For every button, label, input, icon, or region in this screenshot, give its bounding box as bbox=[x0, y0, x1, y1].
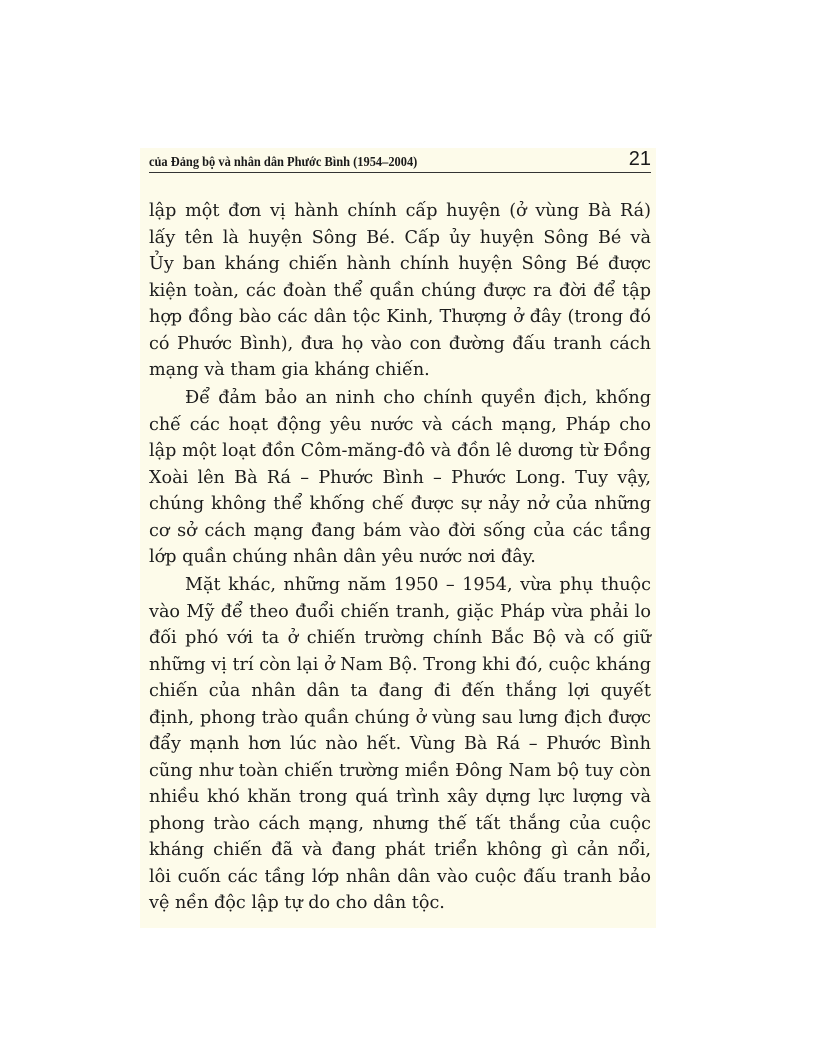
text-line: phong trào cách mạng, nhưng thế tất thắng của cuộc bbox=[149, 813, 651, 834]
text-line: kháng chiến đã và đang phát triển không gì cản nổi, bbox=[149, 840, 651, 860]
running-title: của Đảng bộ và nhân dân Phước Bình (1954–2004) bbox=[149, 154, 418, 169]
text-line: cũng như toàn chiến trường miền Đông Nam bộ tuy còn bbox=[149, 760, 651, 781]
text-line: có Phước Bình), đưa họ vào con đường đấu tranh cách bbox=[149, 333, 651, 354]
body-text bbox=[149, 198, 651, 918]
page-number: 21 bbox=[628, 148, 651, 170]
text-line: chế các hoạt động yêu nước và cách mạng, Pháp cho bbox=[149, 414, 651, 435]
text-line: Để đảm bảo an ninh cho chính quyền địch, khống bbox=[185, 388, 651, 408]
text-line: đối phó với ta ở chiến trường chính Bắc Bộ và cố giữ bbox=[149, 628, 651, 648]
text-line: Xoài lên Bà Rá – Phước Bình – Phước Long. Tuy vậy, bbox=[149, 467, 651, 488]
text-line: chúng không thể khống chế được sự nảy nở của những bbox=[149, 494, 651, 514]
page-header bbox=[149, 148, 651, 173]
text-line: những vị trí còn lại ở Nam Bộ. Trong khi đó, cuộc kháng bbox=[149, 654, 651, 675]
text-line: lập một loạt đồn Côm-măng-đô và đồn lê dương từ Đồng bbox=[149, 441, 651, 461]
text-line: nhiều khó khăn trong quá trình xây dựng lực lượng và bbox=[149, 787, 651, 807]
paragraph bbox=[149, 385, 651, 571]
text-line: chiến của nhân dân ta đang đi đến thắng lợi quyết bbox=[149, 681, 651, 701]
text-line: vệ nền độc lập tự do cho dân tộc. bbox=[149, 893, 445, 913]
text-line: lập một đơn vị hành chính cấp huyện (ở vùng Bà Rá) bbox=[149, 201, 651, 221]
text-line: định, phong trào quần chúng ở vùng sau lưng địch được bbox=[149, 707, 651, 728]
text-line: kiện toàn, các đoàn thể quần chúng được ra đời để tập bbox=[149, 280, 651, 301]
text-line: Mặt khác, những năm 1950 – 1954, vừa phụ thuộc bbox=[185, 575, 651, 595]
paragraph bbox=[149, 572, 651, 917]
text-line: vào Mỹ để theo đuổi chiến tranh, giặc Pháp vừa phải lo bbox=[149, 601, 651, 622]
text-line: đẩy mạnh hơn lúc nào hết. Vùng Bà Rá – Phước Bình bbox=[149, 734, 651, 754]
text-line: lôi cuốn các tầng lớp nhân dân vào cuộc đấu tranh bảo bbox=[149, 866, 651, 887]
text-line: mạng và tham gia kháng chiến. bbox=[149, 360, 430, 380]
text-line: hợp đồng bào các dân tộc Kinh, Thượng ở đây (trong đó bbox=[149, 307, 651, 327]
text-line: Ủy ban kháng chiến hành chính huyện Sông Bé được bbox=[149, 254, 651, 274]
text-line: lớp quần chúng nhân dân yêu nước nơi đây. bbox=[149, 547, 536, 567]
paragraph bbox=[149, 198, 651, 384]
text-line: cơ sở cách mạng đang bám vào đời sống của các tầng bbox=[149, 520, 651, 541]
text-line: lấy tên là huyện Sông Bé. Cấp ủy huyện Sông Bé và bbox=[149, 227, 651, 248]
